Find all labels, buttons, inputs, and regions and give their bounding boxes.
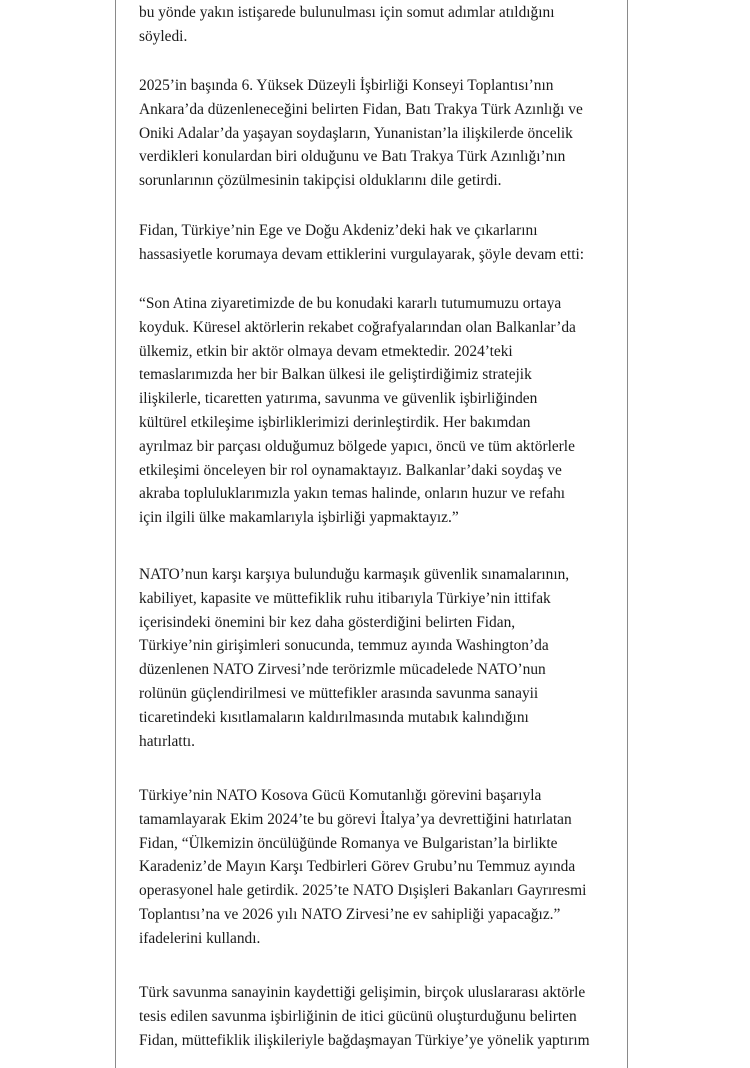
text-line: ifadelerini kullandı.	[139, 929, 261, 947]
text-line: ilişkilerle, ticaretten yatırıma, savunma ve güvenlik işbirliğinden	[139, 390, 538, 408]
text-line: düzenlenen NATO Zirvesi’nde terörizmle mücadelede NATO’nun	[139, 661, 546, 679]
text-line: Oniki Adalar’da yaşayan soydaşların, Yunanistan’la ilişkilerde öncelik	[139, 124, 573, 142]
paragraph-2	[139, 74, 583, 193]
text-line: NATO’nun karşı karşıya bulunduğu karmaşık güvenlik sınamalarının,	[139, 566, 570, 583]
text-line: etkileşimi önceleyen bir rol oynamaktayız. Balkanlar’daki soydaş ve	[139, 461, 562, 479]
text-line: tamamlayarak Ekim 2024’te bu görevi İtalya’ya devrettiğini hatırlatan	[139, 810, 572, 828]
text-line: rolünün güçlendirilmesi ve müttefikler arasında savunma sanayii	[139, 684, 539, 702]
text-line: hatırlattı.	[139, 732, 195, 750]
text-line: Karadeniz’de Mayın Karşı Tedbirleri Görev Grubu’nu Temmuz ayında	[139, 858, 576, 876]
text-line: koyduk. Küresel aktörlerin rekabet coğrafyalarından olan Balkanlar’da	[139, 318, 576, 336]
text-line: kültürel etkileşime işbirliklerimizi derinleştirdik. Her bakımdan	[139, 413, 531, 431]
text-line: akraba topluluklarımızla yakın temas halinde, onların huzur ve refahı	[139, 485, 566, 503]
text-line: Toplantısı’na ve 2026 yılı NATO Zirvesi’ne ev sahipliği yapacağız.”	[139, 905, 561, 923]
quote-paragraph	[139, 292, 576, 530]
paragraph-5	[139, 563, 569, 753]
text-line: Türkiye’nin NATO Kosova Gücü Komutanlığı görevini başarıyla	[139, 787, 542, 804]
paragraph-7	[139, 981, 590, 1052]
text-line: Fidan, “Ülkemizin öncülüğünde Romanya ve Bulgaristan’la birlikte	[139, 834, 558, 852]
paragraph-3	[139, 219, 584, 267]
text-line: Fidan, müttefiklik ilişkileriyle bağdaşmayan Türkiye’ye yönelik yaptırım	[139, 1031, 590, 1049]
text-line: verdikleri konulardan biri olduğunu ve Batı Trakya Türk Azınlığı’nın	[139, 148, 566, 166]
text-line: operasyonel hale getirdik. 2025’te NATO Dışişleri Bakanları Gayrıresmi	[139, 882, 587, 900]
paragraph-1	[139, 1, 554, 49]
text-line: temaslarımızda her bir Balkan ülkesi ile geliştirdiğimiz stratejik	[139, 366, 532, 384]
text-line: kabiliyet, kapasite ve müttefiklik ruhu itibarıyla Türkiye’nin ittifak	[139, 589, 551, 607]
text-line: 2025’in başında 6. Yüksek Düzeyli İşbirliği Konseyi Toplantısı’nın	[139, 77, 554, 94]
text-line: Türkiye’nin girişimleri sonucunda, temmuz ayında Washington’da	[139, 637, 549, 655]
text-line: Ankara’da düzenleneceğini belirten Fidan, Batı Trakya Türk Azınlığı ve	[139, 100, 583, 118]
text-line: içerisindeki önemini bir kez daha gösterdiğini belirten Fidan,	[139, 613, 516, 631]
text-line: tesis edilen savunma işbirliğinin de itici gücünü oluşturduğunu belirten	[139, 1007, 577, 1025]
text-line: sorunlarının çözülmesinin takipçisi olduklarını dile getirdi.	[139, 172, 502, 190]
text-line: söyledi.	[139, 27, 188, 45]
text-line: Fidan, Türkiye’nin Ege ve Doğu Akdeniz’deki hak ve çıkarlarını	[139, 222, 538, 239]
text-line: “Son Atina ziyaretimizde de bu konudaki kararlı tutumumuzu ortaya	[139, 295, 562, 312]
paragraph-6	[139, 784, 586, 951]
text-line: hassasiyetle korumaya devam ettiklerini vurgulayarak, şöyle devam etti:	[139, 245, 585, 263]
text-line: ticaretindeki kısıtlamaların kaldırılmasında mutabık kalındığını	[139, 708, 529, 726]
text-line: bu yönde yakın istişarede bulunulması için somut adımlar atıldığını	[139, 4, 555, 21]
text-line: ayrılmaz bir parçası olduğumuz bölgede yapıcı, öncü ve tüm aktörlerle	[139, 437, 575, 455]
text-line: Türk savunma sanayinin kaydettiği gelişimin, birçok uluslararası aktörle	[139, 984, 586, 1001]
text-line: için ilgili ülke makamlarıyla işbirliği yapmaktayız.”	[139, 509, 459, 527]
text-line: ülkemiz, etkin bir aktör olmaya devam etmektedir. 2024’teki	[139, 342, 513, 360]
